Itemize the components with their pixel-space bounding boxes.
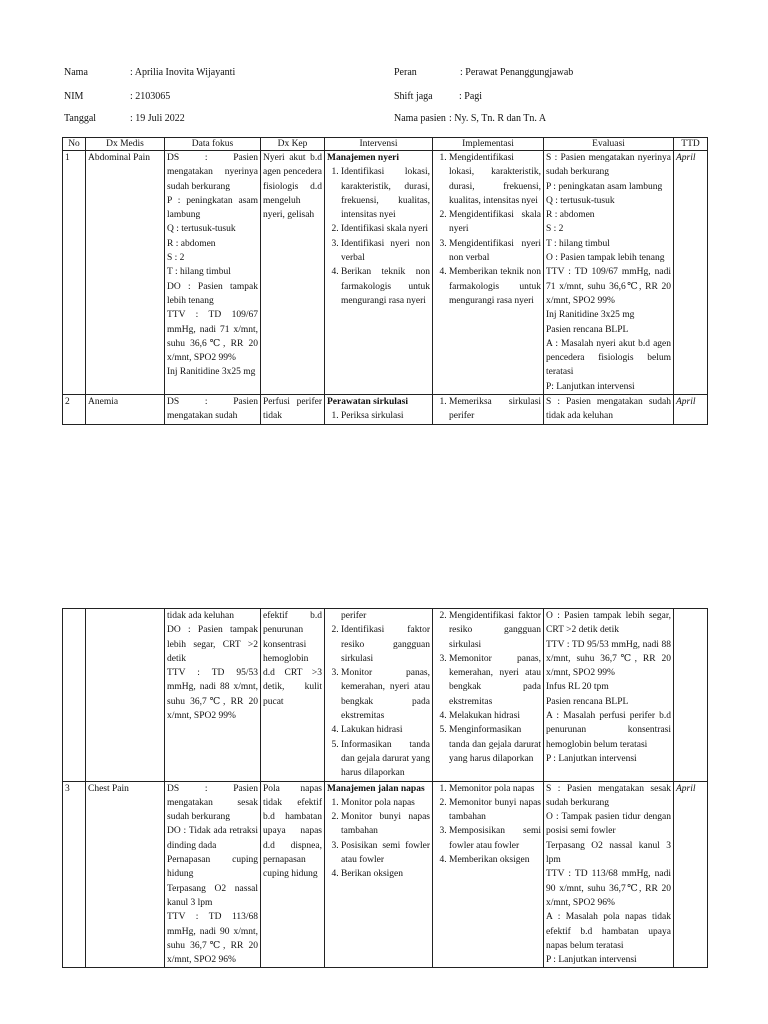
- row1-data-fokus-line: TTV : TD 109/67 mmHg, nadi 71 x/mnt, suhu 36,6℃, RR 20 x/mnt, SPO2 99%: [167, 310, 258, 364]
- row2-data-fokus-cont: [165, 609, 261, 782]
- row2-data-fokus-line: tidak ada keluhan: [167, 611, 235, 621]
- row2-data-fokus-line: DO : Pasien tampak lebih segar, CRT >2 detik: [167, 625, 258, 664]
- row1-data-fokus-line: Inj Ranitidine 3x25 mg: [167, 367, 256, 378]
- row3-data-fokus: [165, 781, 261, 968]
- row3-dx-kep: Pola napas tidak efektif b.d hambatan upaya napas d.d dispnea, pernapasan cuping hidung: [261, 781, 325, 968]
- row3-evaluasi-line: Terpasang O2 nassal kanul 3 lpm: [546, 840, 671, 866]
- row1-evaluasi-line: O : Pasien tampak lebih tenang: [546, 253, 665, 264]
- row2-no-cont: [63, 609, 86, 782]
- list-item: 1. Memonitor pola napas: [449, 782, 541, 796]
- row2-evaluasi-line: Infus RL 20 tpm: [546, 682, 609, 693]
- list-item: 4. Memberikan teknik non farmakologis untuk mengurangi rasa nyeri: [449, 265, 541, 308]
- row2-intervensi-title: Perawatan sirkulasi: [327, 397, 409, 408]
- list-item: 3. Mengidentifikasi nyeri non verbal: [449, 237, 541, 266]
- row2-dx-kep-cont: efektif b.d penurunan konsentrasi hemoglobin d.d CRT >3 detik, kulit pucat: [261, 609, 325, 782]
- row2-ttd-cont: [674, 609, 708, 782]
- row3-implementasi: [433, 781, 544, 968]
- row1-evaluasi-line: Q : tertusuk-tusuk: [546, 195, 615, 206]
- peran-label: Peran: [394, 67, 417, 78]
- row2-implementasi-list-start: [435, 395, 541, 424]
- header-intervensi: Intervensi: [325, 138, 433, 151]
- row2-evaluasi-line: Pasien rencana BLPL: [546, 696, 629, 707]
- row1-intervensi-list: [327, 165, 430, 308]
- list-item: 1. Mengidentifikasi lokasi, karakteristik, durasi, frekuensi, kualitas, intensitas nyei: [449, 151, 541, 208]
- list-item: 2. Monitor bunyi napas tambahan: [341, 810, 430, 839]
- row1-evaluasi-line: S : Pasien mengatakan nyerinya sudah berkurang: [546, 153, 671, 178]
- row2-data-fokus-line: TTV : TD 95/53 mmHg, nadi 88 x/mnt, suhu 36,7℃, RR 20 x/mnt, SPO2 99%: [167, 668, 258, 722]
- row2-dx-medis: Anemia: [86, 395, 165, 425]
- nama-label: Nama: [64, 67, 88, 78]
- list-item: 3. Posisikan semi fowler atau fowler: [341, 839, 430, 868]
- row1-data-fokus-line: R : abdomen: [167, 238, 216, 249]
- row1-intervensi-title: Manajemen nyeri: [327, 153, 400, 163]
- row1-data-fokus-line: DO : Pasien tampak lebih tenang: [167, 281, 258, 306]
- row1-dx-kep: Nyeri akut b.d agen pencedera fisiologis d.d mengeluh nyeri, gelisah: [261, 151, 325, 395]
- row1-intervensi: [325, 151, 433, 395]
- row1-evaluasi-line: P: Lanjutkan intervensi: [546, 381, 635, 392]
- list-item: 1. Memeriksa sirkulasi perifer: [449, 395, 541, 424]
- row2-evaluasi-line: P : Lanjutkan intervensi: [546, 753, 637, 764]
- row1-evaluasi-line: TTV : TD 109/67 mmHg, nadi 71 x/mnt, suhu 36,6℃, RR 20 x/mnt, SPO2 99%: [546, 267, 671, 306]
- row3-evaluasi-line: O : Tampak pasien tidur dengan posisi semi fowler: [546, 812, 671, 837]
- table-row: [63, 781, 708, 968]
- list-item: 3. Identifikasi nyeri non verbal: [341, 237, 430, 266]
- list-item: 4. Memberikan oksigen: [449, 853, 541, 867]
- row1-data-fokus-line: P : peningkatan asam lambung: [167, 195, 258, 221]
- row3-data-fokus-line: TTV : TD 113/68 mmHg, nadi 90 x/mnt, suhu 36,7℃, RR 20 x/mnt, SPO2 96%: [167, 912, 258, 966]
- row1-data-fokus-line: S : 2: [167, 253, 185, 264]
- nim-label: NIM: [64, 91, 84, 102]
- row1-data-fokus-line: Q : tertusuk-tusuk: [167, 224, 236, 235]
- row2-no: 2: [63, 395, 86, 425]
- row3-ttd-signature: April: [674, 781, 708, 968]
- tanggal-value: : 19 Juli 2022: [130, 113, 185, 124]
- list-item: 1. Periksa sirkulasi: [341, 409, 430, 423]
- row1-implementasi-list: [435, 151, 541, 308]
- row1-evaluasi-line: T : hilang timbul: [546, 238, 610, 249]
- row2-intervensi-cont-line: perifer: [341, 611, 367, 621]
- nama-value: : Aprilia Inovita Wijayanti: [130, 67, 236, 78]
- list-item: 5. Menginformasikan tanda dan gejala darurat yang harus dilaporkan: [449, 723, 541, 766]
- pasien-label: Nama pasien: [394, 113, 446, 124]
- row1-evaluasi-line: S : 2: [546, 224, 564, 235]
- row2-intervensi-cont: [325, 609, 433, 782]
- list-item: 2. Mengidentifikasi faktor resiko gangguan sirkulasi: [449, 609, 541, 652]
- row3-intervensi-title: Manajemen jalan napas: [327, 783, 425, 794]
- row2-intervensi-list: [327, 623, 430, 780]
- row3-intervensi-list: [327, 796, 430, 882]
- row2-implementasi-cont: [433, 609, 544, 782]
- row2-dx-medis-cont: [86, 609, 165, 782]
- pasien-value: : Ny. S, Tn. R dan Tn. A: [449, 113, 547, 124]
- header-implementasi: Implementasi: [433, 138, 544, 151]
- care-plan-table-page-1: [62, 137, 708, 425]
- list-item: 2. Identifikasi faktor resiko gangguan sirkulasi: [341, 623, 430, 666]
- row3-dx-medis: Chest Pain: [86, 781, 165, 968]
- row2-dx-kep-start: Perfusi perifer tidak: [261, 395, 325, 425]
- row1-evaluasi: [544, 151, 674, 395]
- shift-value: : Pagi: [459, 91, 483, 102]
- row1-dx-medis: Abdominal Pain: [86, 151, 165, 395]
- list-item: 4. Melakukan hidrasi: [449, 709, 541, 723]
- table-row: [63, 609, 708, 782]
- list-item: 1. Monitor pola napas: [341, 796, 430, 810]
- table-row: [63, 395, 708, 425]
- row2-intervensi-start: [325, 395, 433, 425]
- row2-evaluasi-line: A : Masalah perfusi perifer b.d penurunan konsentrasi hemoglobin belum teratasi: [546, 711, 671, 750]
- row1-data-fokus-line: DS : Pasien mengatakan nyerinya sudah berkurang: [167, 153, 258, 192]
- header-evaluasi: Evaluasi: [544, 138, 674, 151]
- table-row: [63, 151, 708, 395]
- row1-no: 1: [63, 151, 86, 395]
- header-data-fokus: Data fokus: [165, 138, 261, 151]
- header-ttd: TTD: [674, 138, 708, 151]
- tanggal-label: Tanggal: [64, 113, 97, 124]
- row1-evaluasi-line: Pasien rencana BLPL: [546, 324, 629, 335]
- row3-evaluasi-line: A : Masalah pola napas tidak efektif b.d hambatan upaya napas belum teratasi: [546, 912, 671, 951]
- row1-data-fokus: [165, 151, 261, 395]
- row1-data-fokus-line: T : hilang timbul: [167, 267, 231, 278]
- row3-evaluasi-line: TTV : TD 113/68 mmHg, nadi 90 x/mnt, suhu 36,7℃, RR 20 x/mnt, SPO2 96%: [546, 869, 671, 908]
- list-item: 1. Identifikasi lokasi, karakteristik, durasi, frekuensi, kualitas, intensitas nyei: [341, 165, 430, 222]
- row3-data-fokus-line: DO : Tidak ada retraksi dinding dada: [167, 826, 258, 851]
- row3-data-fokus-line: Terpasang O2 nassal kanul 3 lpm: [167, 883, 258, 908]
- list-item: 5. Informasikan tanda dan gejala darurat yang harus dilaporkan: [341, 738, 430, 781]
- care-plan-table-page-2: [62, 608, 708, 968]
- peran-value: : Perawat Penanggungjawab: [460, 67, 574, 78]
- list-item: 4. Berikan oksigen: [341, 867, 430, 881]
- row1-implementasi: [433, 151, 544, 395]
- row2-evaluasi-cont: [544, 609, 674, 782]
- row2-ttd-signature: April: [674, 395, 708, 425]
- row1-evaluasi-line: P : peningkatan asam lambung: [546, 181, 663, 192]
- list-item: 4. Lakukan hidrasi: [341, 723, 430, 737]
- list-item: 3. Monitor panas, kemerahan, nyeri atau bengkak pada ekstremitas: [341, 666, 430, 723]
- row1-evaluasi-line: A : Masalah nyeri akut b.d agen pencedera fisiologis belum teratasi: [546, 338, 671, 378]
- list-item: 2. Memonitor bunyi napas tambahan: [449, 796, 541, 825]
- row3-data-fokus-line: Pernapasan cuping hidung: [167, 855, 258, 880]
- list-item: 4. Berikan teknik non farmakologis untuk mengurangi rasa nyeri: [341, 265, 430, 308]
- header-dx-kep: Dx Kep: [261, 138, 325, 151]
- row2-intervensi-list-start: [327, 409, 430, 423]
- list-item: 2. Identifikasi skala nyeri: [341, 222, 430, 236]
- row3-implementasi-list: [435, 782, 541, 868]
- row2-implementasi-start: [433, 395, 544, 425]
- row3-evaluasi-line: P : Lanjutkan intervensi: [546, 955, 637, 966]
- row2-evaluasi-start: S : Pasien mengatakan sudah tidak ada keluhan: [544, 395, 674, 425]
- row3-intervensi: [325, 781, 433, 968]
- row3-evaluasi-line: S : Pasien mengatakan sesak sudah berkurang: [546, 783, 671, 808]
- row1-evaluasi-line: R : abdomen: [546, 210, 595, 221]
- row2-evaluasi-line: O : Pasien tampak lebih segar, CRT >2 detik detik: [546, 611, 671, 636]
- header-dx-medis: Dx Medis: [86, 138, 165, 151]
- row3-no: 3: [63, 781, 86, 968]
- table-header-row: [63, 138, 708, 151]
- row2-data-fokus-start: DS : Pasien mengatakan sudah: [165, 395, 261, 425]
- nim-value: : 2103065: [130, 91, 171, 102]
- row3-evaluasi: [544, 781, 674, 968]
- row2-evaluasi-line: TTV : TD 95/53 mmHg, nadi 88 x/mnt, suhu 36,7℃, RR 20 x/mnt, SPO2 99%: [546, 639, 671, 679]
- row2-implementasi-list: [435, 609, 541, 766]
- row1-evaluasi-line: Inj Ranitidine 3x25 mg: [546, 310, 635, 321]
- list-item: 2. Mengidentifikasi skala nyeri: [449, 208, 541, 237]
- list-item: 3. Memposisikan semi fowler atau fowler: [449, 824, 541, 853]
- row1-ttd-signature: April: [674, 151, 708, 395]
- row3-data-fokus-line: DS : Pasien mengatakan sesak sudah berkurang: [167, 783, 258, 823]
- header-no: No: [63, 138, 86, 151]
- list-item: 3. Memonitor panas, kemerahan, nyeri atau bengkak pada ekstremitas: [449, 652, 541, 709]
- shift-label: Shift jaga: [394, 91, 433, 102]
